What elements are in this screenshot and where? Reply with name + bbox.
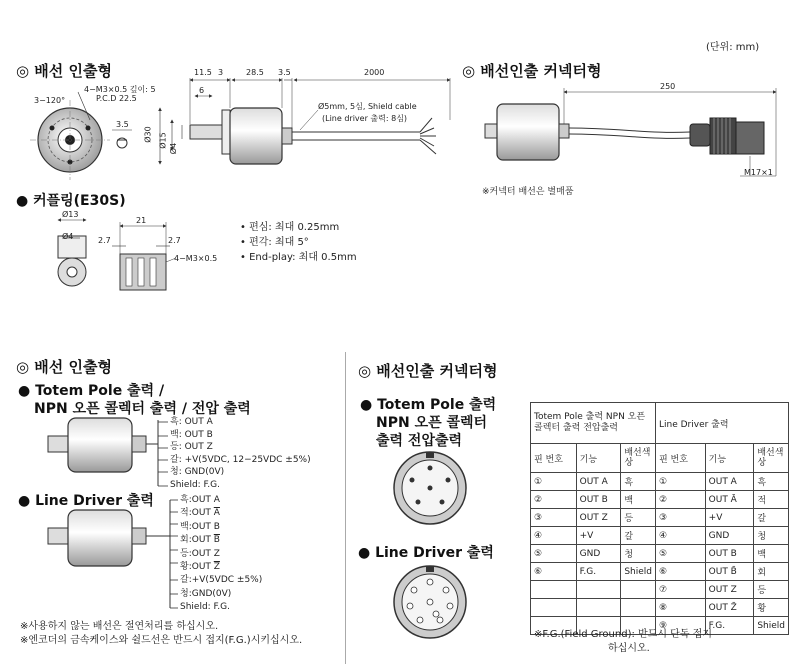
pin-table-header: 핀 번호 <box>656 444 706 473</box>
wire-color: 갈: <box>180 575 192 586</box>
connector-totem-title-3: 출력 전압출력 <box>376 433 463 449</box>
pin-table-cell <box>621 581 656 599</box>
coupling-spec-endplay: • End-play: 최대 0.5mm <box>240 252 357 263</box>
bottom-left-notes <box>20 620 340 648</box>
pin-table-cell: ④ <box>531 527 577 545</box>
connector-totem-title-1: ● Totem Pole 출력 <box>360 397 497 413</box>
section-title-connector: ◎ 배선인출 커넥터형 <box>462 62 602 80</box>
wire-color: 회: <box>180 535 192 546</box>
pin-table-cell: 등 <box>754 581 789 599</box>
pin-table-cell: OUT A <box>576 473 621 491</box>
pin-table-cell: OUT Z <box>705 581 754 599</box>
pin-table-row <box>531 473 789 491</box>
pin-table-wrap <box>530 402 789 635</box>
pin-table-cell: OUT Ā <box>705 491 754 509</box>
fg-note-line-1: ※F.G.(Field Ground): 반드시 단독 접지 <box>534 629 713 640</box>
shaft-flat-detail <box>112 130 132 148</box>
pin-table-cell: OUT B <box>705 545 754 563</box>
totem-wire: 등: OUT Z <box>170 442 213 452</box>
pin-table-header: 핀 번호 <box>531 444 577 473</box>
totem-wire: Shield: F.G. <box>170 479 220 490</box>
pin-table-row <box>531 563 789 581</box>
pin-table-cell: ③ <box>531 509 577 527</box>
totem-wire: 갈: +V(5VDC, 12−25VDC ±5%) <box>170 454 311 465</box>
pin-table-cell: 백 <box>621 491 656 509</box>
line-driver-connector-face <box>394 566 466 638</box>
pin-table-cell: ⑤ <box>656 545 706 563</box>
coupling-gap-2: 2.7 <box>168 236 181 245</box>
pin-table-header: 배선색상 <box>621 444 656 473</box>
pin-table-cell: 회 <box>754 563 789 581</box>
pin-table-cell: OUT Z <box>576 509 621 527</box>
totem-connector-face <box>394 452 466 524</box>
coupling-drawing <box>58 220 176 290</box>
pin-table-cell: ② <box>656 491 706 509</box>
section-title-wired: ◎ 배선 인출형 <box>16 62 112 80</box>
line-driver-wire <box>180 601 262 614</box>
pin-table-row <box>531 599 789 617</box>
dim-3-5b: 3.5 <box>116 120 129 129</box>
pin-table-row <box>531 545 789 563</box>
wire-signal: Shield: F.G. <box>180 602 230 613</box>
coupling-spec-angle: • 편각: 최대 5° <box>240 237 309 248</box>
dim-3: 3 <box>218 68 224 77</box>
dim-2000: 2000 <box>364 68 385 77</box>
pin-table-cell: ② <box>531 491 577 509</box>
pin-table-header: 기능 <box>705 444 754 473</box>
wire-signal: OUT B <box>191 521 220 532</box>
connector-line-driver-title: ● Line Driver 출력 <box>358 545 494 561</box>
coupling-outer-dia: Ø13 <box>62 210 79 219</box>
totem-wire: 청: GND(0V) <box>170 467 225 477</box>
wire-signal-inverted: $\overline{A}$ <box>213 508 220 519</box>
line-driver-wire <box>180 561 262 574</box>
pin-table-cell: GND <box>705 527 754 545</box>
pin-table-cell: ⑤ <box>531 545 577 563</box>
pin-table-header: 기능 <box>576 444 621 473</box>
dim-d30: Ø30 <box>143 126 153 143</box>
wire-signal: GND(0V) <box>191 588 232 599</box>
dim-28-5: 28.5 <box>246 68 264 77</box>
totem-title-2: NPN 오픈 콜렉터 출력 / 전압 출력 <box>34 401 251 417</box>
dim-3-5: 3.5 <box>278 68 291 77</box>
pin-table <box>530 402 789 635</box>
pin-table-cell: Shield <box>754 617 789 635</box>
pin-table-cell: ⑧ <box>656 599 706 617</box>
line-driver-wire <box>180 588 262 601</box>
pin-table-cell: GND <box>576 545 621 563</box>
section-divider <box>345 352 346 664</box>
line-driver-wire <box>180 548 262 561</box>
connector-totem-title-2: NPN 오픈 콜렉터 <box>376 415 488 431</box>
pcd-note: P.C.D 22.5 <box>96 94 137 103</box>
wire-signal: OUT <box>191 535 214 546</box>
pin-table-cell: Shield <box>621 563 656 581</box>
pin-table-cell: 백 <box>754 545 789 563</box>
pin-table-cell: F.G. <box>576 563 621 581</box>
front-view-drawing <box>30 92 110 180</box>
pin-table-cell: ⑦ <box>656 581 706 599</box>
coupling-width: 21 <box>136 216 147 225</box>
connector-length: 250 <box>660 82 676 91</box>
wire-signal: OUT <box>191 508 214 519</box>
note-ground: ※엔코더의 금속케이스와 쉴드선은 반드시 접지(F.G.)시키십시오. <box>20 635 303 646</box>
pin-table-cell: OUT A <box>705 473 754 491</box>
cable-note-line-driver: (Line driver 출력: 8심) <box>322 114 408 123</box>
pin-table-group-line-driver: Line Driver 출력 <box>656 403 789 444</box>
pin-table-row <box>531 581 789 599</box>
wire-color: 등: <box>180 548 192 559</box>
pin-table-row <box>531 527 789 545</box>
pin-table-cell: 갈 <box>621 527 656 545</box>
angle-note: 3−120° <box>34 96 66 105</box>
totem-encoder-drawing <box>48 418 168 486</box>
pin-table-cell: ⑥ <box>656 563 706 581</box>
bottom-left-title: ◎ 배선 인출형 <box>16 358 112 376</box>
pin-table-cell <box>621 599 656 617</box>
pin-table-cell <box>531 599 577 617</box>
totem-wire-list <box>170 416 311 491</box>
line-driver-wire <box>180 574 262 587</box>
pin-table-cell: 적 <box>754 491 789 509</box>
note-insulate: ※사용하지 않는 배선은 절연처리를 하십시오. <box>20 621 219 632</box>
pin-table-cell: ① <box>531 473 577 491</box>
dim-d15: Ø15 <box>158 132 168 149</box>
wire-signal: OUT <box>191 562 214 573</box>
pin-table-cell: ④ <box>656 527 706 545</box>
pin-table-cell: 흑 <box>754 473 789 491</box>
unit-note: (단위: mm) <box>706 42 760 53</box>
pin-table-cell: 황 <box>754 599 789 617</box>
line-driver-encoder-drawing <box>48 500 178 608</box>
screw-note: 4−M3×0.5 깊이: 5 <box>84 85 156 94</box>
pin-table-header: 배선색상 <box>754 444 789 473</box>
coupling-spec-eccentric: • 편심: 최대 0.25mm <box>240 222 340 233</box>
pin-table-cell: OUT B̄ <box>705 563 754 581</box>
wire-color: 흑: <box>180 495 192 505</box>
wire-signal: OUT Z <box>191 548 220 559</box>
dim-d4: Ø4 <box>169 142 179 155</box>
wire-color: 청: <box>180 588 192 599</box>
fg-note <box>534 628 712 656</box>
pin-table-group-totem: Totem Pole 출력 NPN 오픈 콜렉터 출력 전압출력 <box>531 403 656 444</box>
bottom-right-title: ◎ 배선인출 커넥터형 <box>358 362 498 380</box>
line-driver-wire <box>180 507 262 520</box>
pin-table-row <box>531 509 789 527</box>
wire-signal-inverted: $\overline{Z}$ <box>213 562 220 573</box>
line-driver-wire <box>180 521 262 534</box>
coupling-inner-dia: Ø4 <box>62 232 74 241</box>
pin-table-cell: 청 <box>621 545 656 563</box>
connector-thread: M17×1 <box>744 168 773 177</box>
wire-signal-inverted: $\overline{B}$ <box>213 535 220 546</box>
line-driver-wire <box>180 494 262 507</box>
line-driver-title: ● Line Driver 출력 <box>18 493 154 509</box>
pin-table-cell: ③ <box>656 509 706 527</box>
connector-type-drawing <box>485 88 776 176</box>
coupling-screw: 4−M3×0.5 <box>174 254 218 263</box>
pin-table-cell: +V <box>576 527 621 545</box>
totem-title-1: ● Totem Pole 출력 / <box>18 383 165 399</box>
pin-table-cell <box>576 581 621 599</box>
dim-11-5: 11.5 <box>194 68 212 77</box>
wire-signal: OUT A <box>191 495 220 505</box>
pin-table-cell: OUT Z̄ <box>705 599 754 617</box>
pin-table-cell: 등 <box>621 509 656 527</box>
pin-table-cell: +V <box>705 509 754 527</box>
totem-wire: 백: OUT B <box>170 429 213 440</box>
totem-wire: 흑: OUT A <box>170 417 213 427</box>
line-driver-wire <box>180 534 262 547</box>
pin-table-cell: 청 <box>754 527 789 545</box>
wire-signal: +V(5VDC ±5%) <box>191 575 263 586</box>
coupling-title: ● 커플링(E30S) <box>16 193 126 209</box>
wire-color: 적: <box>180 508 192 519</box>
wire-color: 백: <box>180 521 192 532</box>
pin-table-cell: 갈 <box>754 509 789 527</box>
pin-table-cell: OUT B <box>576 491 621 509</box>
pin-table-cell: 흑 <box>621 473 656 491</box>
coupling-gap-1: 2.7 <box>98 236 111 245</box>
pin-table-cell: ⑨ <box>656 617 706 635</box>
cable-note: Ø5mm, 5심, Shield cable <box>318 102 417 111</box>
connector-note: ※커넥터 배선은 별매품 <box>482 187 574 197</box>
pin-table-cell: ① <box>656 473 706 491</box>
pin-table-row <box>531 491 789 509</box>
pin-table-cell: F.G. <box>705 617 754 635</box>
pin-table-cell <box>576 599 621 617</box>
coupling-specs <box>240 220 357 265</box>
pin-table-cell: ⑥ <box>531 563 577 581</box>
line-driver-wire-list <box>180 494 262 615</box>
fg-note-line-2: 하십시오. <box>608 643 650 654</box>
pin-table-cell <box>531 581 577 599</box>
wire-color: 황: <box>180 562 192 573</box>
dim-6: 6 <box>199 86 205 95</box>
